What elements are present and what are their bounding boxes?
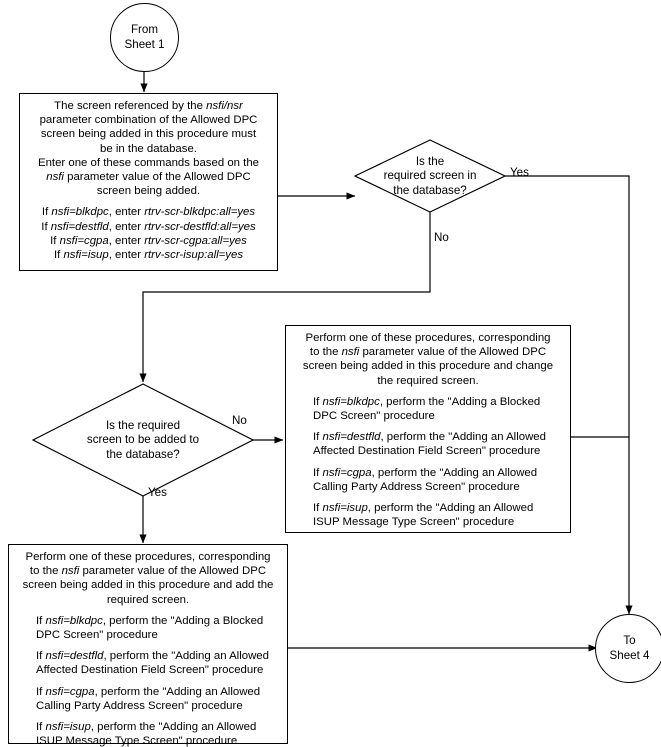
decision-2-line1: Is the required: [105, 419, 181, 432]
process-top-command-4: If nsfi=isup, enter rtrv-scr-isup:all=yes: [53, 249, 244, 262]
connector-to-sheet-4-line1: To: [623, 634, 636, 647]
process-add-item-1: If nsfi=blkdpc, perform the "Adding a Blocked DPC Screen" procedure: [36, 614, 264, 642]
process-top-line-1: The screen referenced by the nsfi/nsr: [54, 100, 243, 112]
decision-1-line1: Is the: [415, 155, 445, 168]
process-top-command-2: If nsfi=destfld, enter rtrv-scr-destfld:all=yes: [41, 220, 256, 233]
process-change-item-2: If nsfi=destfld, perform the "Adding an Allowed Affected Destination Field Screen" procedure: [313, 431, 546, 458]
process-change-line-2: to the nsfi parameter value of the Allowed DPC: [309, 346, 547, 359]
process-add-line-3: screen being added in this procedure and add the: [22, 579, 274, 592]
process-add-item-3: If nsfi=cgpa, perform the "Adding an Allowed Calling Party Address Screen" procedure: [36, 685, 261, 712]
process-top-line-3: screen being added in this procedure must: [40, 128, 257, 141]
process-change-line-1: Perform one of these procedures, corresponding: [305, 332, 551, 344]
process-top-line-6: nsfi parameter value of the Allowed DPC: [46, 171, 251, 184]
process-top-line-5: Enter one of these commands based on the: [38, 156, 259, 169]
process-box-add-required-screen: [8, 544, 288, 747]
connector-from-sheet-1-line1: From: [130, 23, 159, 36]
edge-label-decision-1-yes: Yes: [510, 166, 529, 179]
connector-to-sheet-4-line2: Sheet 4: [609, 648, 650, 662]
decision-2-line3: the database?: [106, 447, 180, 461]
process-top-line-7: screen being added.: [96, 185, 201, 198]
process-box-change-required-screen: [285, 325, 571, 533]
process-change-item-4: If nsfi=isup, perform the "Adding an Allowed ISUP Message Type Screen" procedure: [313, 502, 534, 529]
process-top-line-2: parameter combination of the Allowed DPC: [39, 114, 258, 127]
connector-from-sheet-1-line2: Sheet 1: [124, 37, 165, 51]
process-add-line-2: to the nsfi parameter value of the Allowed DPC: [29, 565, 267, 578]
process-add-line-1: Perform one of these procedures, corresponding: [25, 551, 271, 563]
process-change-line-3: screen being added in this procedure and change: [302, 360, 554, 373]
process-top-command-3: If nsfi=cgpa, enter rtrv-scr-cgpa:all=yes: [50, 234, 247, 247]
process-add-item-2: If nsfi=destfld, perform the "Adding an Allowed Affected Destination Field Screen" procedure: [36, 650, 269, 677]
decision-1-line2: required screen in: [383, 169, 477, 183]
connector-from-sheet-1: [110, 3, 179, 72]
process-top-command-1: If nsfi=blkdpc, enter rtrv-scr-blkdpc:all=yes: [41, 206, 256, 219]
decision-2-line2: screen to be added to: [86, 433, 200, 447]
connector-to-sheet-4: [595, 614, 661, 683]
decision-to-be-added-label: [53, 419, 233, 462]
process-add-item-4: If nsfi=isup, perform the "Adding an Allowed ISUP Message Type Screen" procedure: [36, 721, 257, 747]
process-change-line-4: the required screen.: [377, 374, 479, 387]
decision-1-line3: the database?: [393, 183, 467, 197]
process-top-line-4: be in the database.: [100, 142, 197, 155]
edge-label-decision-1-no: No: [434, 231, 449, 244]
edge-label-decision-2-yes: Yes: [148, 486, 167, 499]
decision-in-database-label: [370, 155, 490, 198]
edge-label-decision-2-no: No: [232, 414, 247, 427]
process-box-retrieve-screen: [19, 93, 278, 271]
process-add-line-4: required screen.: [106, 593, 190, 606]
process-change-item-3: If nsfi=cgpa, perform the "Adding an Allowed Calling Party Address Screen" procedure: [313, 466, 538, 493]
process-change-item-1: If nsfi=blkdpc, perform the "Adding a Blocked DPC Screen" procedure: [313, 395, 541, 423]
